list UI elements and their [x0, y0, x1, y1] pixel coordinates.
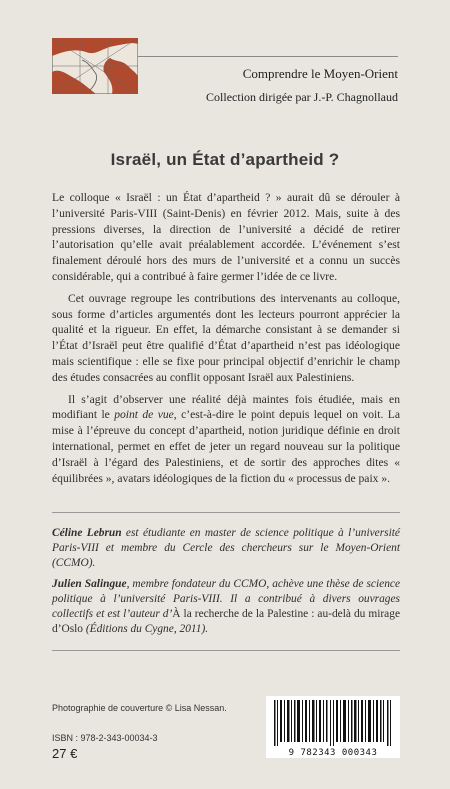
series-director: Collection dirigée par J.-P. Chagnollaud: [206, 90, 398, 104]
author-book-title: À la recherche de la Palestine : au-delà du mirage d’Oslo: [52, 608, 400, 635]
barcode-icon: [266, 696, 400, 748]
photo-credit: Photographie de couverture © Lisa Nessan.: [52, 703, 227, 713]
author-publisher: (Éditions du Cygne, 2011).: [83, 623, 209, 635]
author-divider: [52, 512, 400, 513]
author-bio-1: [52, 526, 400, 571]
footer-divider: [52, 650, 400, 651]
blurb-paragraph-3: [52, 392, 400, 487]
author-text-2: , membre fondateur du CCMO, achève une thèse de science politique à l’université Paris-VIII. Il a contribué à divers ouvrages collectifs et est l’auteur d’: [52, 578, 400, 620]
isbn: ISBN : 978-2-343-00034-3: [52, 733, 158, 743]
series-divider: [138, 56, 398, 57]
price: 27 €: [52, 746, 78, 761]
author-text-1: est étudiante en master de science politique à l’université Paris-VIII et membre du Cercle des chercheurs sur le Moyen-Orient (CCMO).: [52, 527, 400, 569]
barcode-number: 9 782343 000343: [266, 748, 400, 758]
author-bios: [52, 526, 400, 643]
blurb-paragraph-1: Le colloque « Israël : un État d’apartheid ? » aurait dû se dérouler à l’université Paris-VIII (Saint-Denis) en février 2012. Mais, suite à des pressions diverses, la direction de l’université a décidé de retirer l’autorisation qu’elle avait préalablement accordée. L’événement s’est finalement déroulé hors des murs de l’université et a connu un succès considérable, qui a contribué à faire germer l’idée de ce livre.: [52, 191, 400, 283]
blurb-p3-emphasis: point de vue: [114, 408, 174, 422]
blurb-p3-end: , c’est-à-dire le point depuis lequel on voit. La mise à l’épreuve du concept d’apartheid, notion juridique définie en droit international, permet en effet de jeter un regard nouveau sur la politique d’Israël à l’égard des Palestiniens, et de sortir des approches dites « équilibrées », avatars idéologiques de la fiction du « processus de paix ».: [52, 408, 400, 485]
series-title: Comprendre le Moyen-Orient: [242, 66, 398, 81]
blurb: [52, 190, 400, 492]
book-title: Israël, un État d’apartheid ?: [110, 150, 340, 169]
author-name-1: Céline Lebrun: [52, 527, 122, 539]
map-middle-east-icon: [52, 38, 138, 94]
blurb-paragraph-2: Cet ouvrage regroupe les contributions des intervenants au colloque, sous forme d’articles argumentés dont les lecteurs pourront apprécier la qualité et la rigueur. En effet, la démarche consistant à se demander si l’État d’Israël peut être qualifié d’État d’apartheid n’est pas idéologique mais scientifique : elle se fixe pour principal objectif d’enrichir le champ des études consacrées au conflit opposant Israël aux Palestiniens.: [52, 291, 400, 384]
blurb-p3-start: Il s’agit d’observer une réalité déjà maintes fois étudiée, mais en modifiant le: [52, 392, 400, 422]
author-name-2: Julien Salingue: [52, 578, 127, 590]
author-bio-2: [52, 577, 400, 637]
